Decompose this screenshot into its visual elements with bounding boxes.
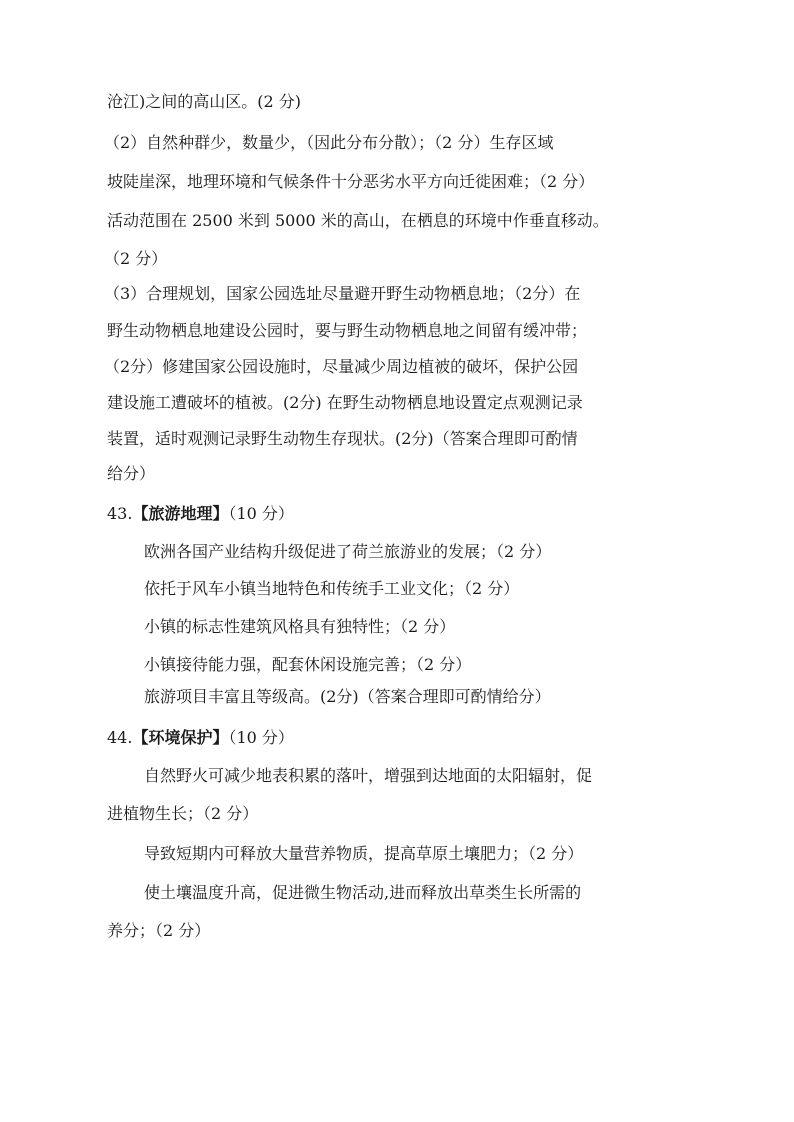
q43-answer-line: 欧洲各国产业结构升级促进了荷兰旅游业的发展；（2 分） — [144, 542, 552, 561]
q44-answer-line: 养分；（2 分） — [107, 921, 211, 940]
q43-number: 43. — [107, 504, 133, 523]
q42-part2-line: （2）自然种群少，数量少，（因此分布分散）；（2 分）生存区域 — [104, 133, 554, 152]
q42-part3-line: 建设施工遭破坏的植被。(2分) 在野生动物栖息地设置定点观测记录 — [107, 393, 583, 412]
q42-part3-line: （3）合理规划，国家公园选址尽量避开野生动物栖息地；（2分）在 — [104, 284, 581, 303]
q44-answer-line: 自然野火可减少地表积累的落叶，增强到达地面的太阳辐射，促 — [144, 766, 593, 785]
q42-part3-line: （2分）修建国家公园设施时，尽量减少周边植被的破坏，保护公园 — [104, 357, 579, 376]
q43-heading — [107, 503, 294, 525]
q42-continuation: 沧江)之间的高山区。(2 分) — [107, 92, 301, 111]
q42-part2-line: 活动范围在 2500 米到 5000 米的高山，在栖息的环境中作垂直移动。 — [107, 211, 609, 230]
q43-title: 【旅游地理】 — [132, 504, 229, 523]
q43-answer-line: 依托于风车小镇当地特色和传统手工业文化；（2 分） — [144, 579, 520, 598]
q44-number: 44. — [107, 728, 133, 747]
q42-part3-line: 装置，适时观测记录野生动物生存现状。(2分)（答案合理即可酌情 — [107, 429, 578, 448]
q44-score: （10 分） — [228, 728, 294, 747]
q42-part2-line: （2 分） — [104, 249, 168, 268]
q42-part3-line: 给分） — [107, 464, 156, 483]
q42-part3-line: 野生动物栖息地建设公园时，要与野生动物栖息地之间留有缓冲带； — [107, 321, 588, 340]
q42-part2-line: 坡陡崖深，地理环境和气候条件十分恶劣水平方向迁徙困难；（2 分） — [107, 172, 595, 191]
q44-answer-line: 使土壤温度升高，促进微生物活动,进而释放出草类生长所需的 — [144, 883, 582, 902]
q44-heading — [107, 727, 294, 749]
q44-title: 【环境保护】 — [132, 728, 229, 747]
q43-answer-line: 小镇的标志性建筑风格具有独特性；（2 分） — [144, 617, 456, 636]
q43-answer-line: 旅游项目丰富且等级高。(2分)（答案合理即可酌情给分） — [144, 687, 551, 706]
q44-answer-line: 导致短期内可释放大量营养物质，提高草原土壤肥力；（2 分） — [144, 844, 584, 863]
q43-score: （10 分） — [228, 504, 294, 523]
q44-answer-line: 进植物生长；（2 分） — [107, 804, 259, 823]
q43-answer-line: 小镇接待能力强，配套休闲设施完善；（2 分） — [144, 655, 472, 674]
